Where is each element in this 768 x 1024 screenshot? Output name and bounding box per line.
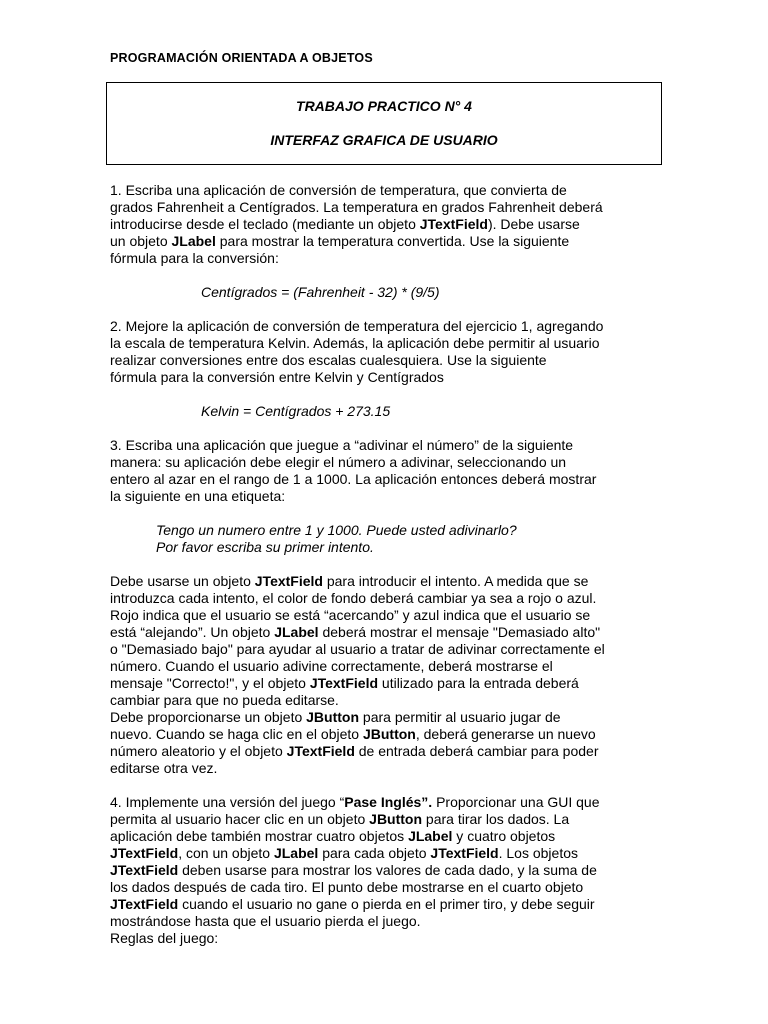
assignment-subtitle: INTERFAZ GRAFICA DE USUARIO [270, 132, 498, 148]
text-line: introducirse desde el teclado (mediante un objeto JTextField). Debe usarse [110, 216, 580, 232]
exercise-3 [110, 437, 662, 777]
code-term: JTextField [430, 845, 499, 861]
text-line: Rojo indica que el usuario se está “acercando” y azul indica que el usuario se [110, 607, 591, 623]
quote-line: Tengo un numero entre 1 y 1000. Puede usted adivinarlo? [156, 522, 517, 538]
game-name: Pase Inglés”. [344, 794, 433, 810]
assignment-title: TRABAJO PRACTICO N° 4 [296, 98, 472, 114]
code-term: JTextField [286, 743, 355, 759]
text-line: grados Fahrenheit a Centígrados. La temperatura en grados Fahrenheit deberá [110, 199, 603, 215]
text-line: nuevo. Cuando se haga clic en el objeto JButton, deberá generarse un nuevo [110, 726, 596, 742]
title-box [106, 82, 662, 165]
text-line: permita al usuario hacer clic en un objeto JButton para tirar los dados. La [110, 811, 570, 827]
code-term: JLabel [273, 845, 319, 861]
code-term: JTextField [110, 845, 179, 861]
text-line: o "Demasiado bajo" para ayudar al usuario a tratar de adivinar correctamente el [110, 641, 605, 657]
code-term: JTextField [254, 573, 323, 589]
exercise-4 [110, 794, 662, 947]
text-line: 1. Escriba una aplicación de conversión de temperatura, que convierta de [110, 182, 567, 198]
text-line: JTextField cuando el usuario no gane o pierda en el primer tiro, y debe seguir [110, 896, 595, 912]
code-term: JTextField [110, 896, 179, 912]
text-line: la siguiente en una etiqueta: [110, 488, 286, 504]
text-line: Debe proporcionarse un objeto JButton para permitir al usuario jugar de [110, 709, 561, 725]
text-line: Reglas del juego: [110, 930, 219, 946]
course-heading: PROGRAMACIÓN ORIENTADA A OBJETOS [110, 51, 373, 65]
text-line: mensaje "Correcto!", y el objeto JTextField utilizado para la entrada deberá [110, 675, 579, 691]
text-line: aplicación debe también mostrar cuatro objetos JLabel y cuatro objetos [110, 828, 556, 844]
text-line: la escala de temperatura Kelvin. Además, la aplicación debe permitir al usuario [110, 335, 600, 351]
code-term: JTextField [419, 216, 488, 232]
text-line: entero al azar en el rango de 1 a 1000. La aplicación entonces deberá mostrar [110, 471, 597, 487]
text-line: JTextField, con un objeto JLabel para cada objeto JTextField. Los objetos [110, 845, 578, 861]
code-term: JTextField [309, 675, 379, 691]
text-line: 3. Escriba una aplicación que juegue a “adivinar el número” de la siguiente [110, 437, 574, 453]
formula-celsius: Centígrados = (Fahrenheit - 32) * (9/5) [201, 284, 440, 300]
code-term: JButton [362, 726, 416, 742]
text-line: JTextField deben usarse para mostrar los valores de cada dado, y la suma de [110, 862, 597, 878]
code-term: JTextField [110, 862, 179, 878]
code-term: JLabel [171, 233, 216, 249]
text-line: mostrándose hasta que el usuario pierda el juego. [110, 913, 421, 929]
text-line: 2. Mejore la aplicación de conversión de temperatura del ejercicio 1, agregando [110, 318, 604, 334]
exercise-2 [110, 318, 662, 420]
text-line: introduzca cada intento, el color de fondo deberá cambiar ya sea a rojo o azul. [110, 590, 597, 606]
code-term: JButton [306, 709, 360, 725]
code-term: JLabel [408, 828, 453, 844]
code-term: JButton [369, 811, 423, 827]
text-line: los dados después de cada tiro. El punto debe mostrarse en el cuarto objeto [110, 879, 584, 895]
code-term: JLabel [274, 624, 319, 640]
text-line: un objeto JLabel para mostrar la temperatura convertida. Use la siguiente [110, 233, 570, 249]
text-line: realizar conversiones entre dos escalas cualesquiera. Use la siguiente [110, 352, 547, 368]
text-line: editarse otra vez. [110, 760, 218, 776]
formula-kelvin: Kelvin = Centígrados + 273.15 [201, 403, 391, 419]
text-line: 4. Implemente una versión del juego “Pase Inglés”. Proporcionar una GUI que [110, 794, 600, 810]
text-line: está “alejando”. Un objeto JLabel deberá mostrar el mensaje "Demasiado alto" [110, 624, 601, 640]
text-line: cambiar para que no pueda editarse. [110, 692, 339, 708]
document-body [110, 182, 662, 947]
text-line: número aleatorio y el objeto JTextField de entrada deberá cambiar para poder [110, 743, 599, 759]
text-line: manera: su aplicación debe elegir el número a adivinar, seleccionando un [110, 454, 567, 470]
text-line: número. Cuando el usuario adivine correctamente, deberá mostrarse el [110, 658, 553, 674]
quote-line: Por favor escriba su primer intento. [156, 539, 374, 555]
exercise-1 [110, 182, 662, 301]
text-line: Debe usarse un objeto JTextField para introducir el intento. A medida que se [110, 573, 589, 589]
text-line: fórmula para la conversión entre Kelvin y Centígrados [110, 369, 444, 385]
text-line: fórmula para la conversión: [110, 250, 279, 266]
